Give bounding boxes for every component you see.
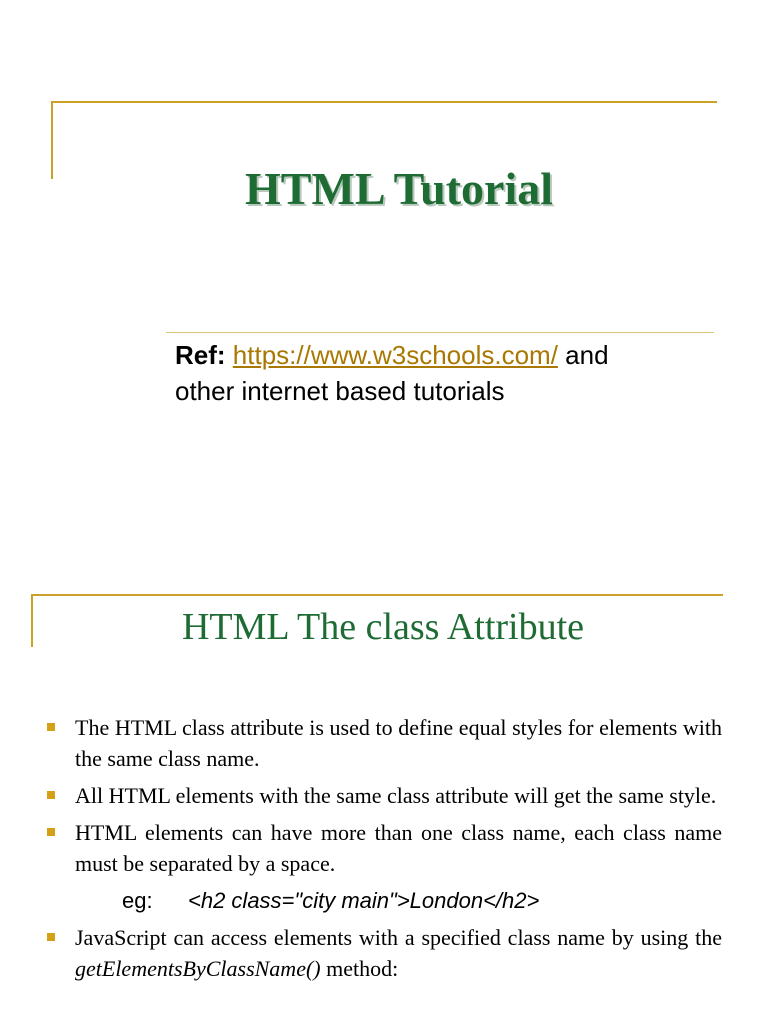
bullet-text: All HTML elements with the same class attribute will get the same style. [75, 783, 717, 808]
method-name: getElementsByClassName() [75, 956, 321, 981]
class-attribute-slide [0, 560, 768, 1024]
example-code: <h2 class="city main">London</h2> [188, 888, 540, 913]
bullet-item [75, 922, 722, 984]
divider [166, 332, 714, 333]
bullet-text-prefix: JavaScript can access elements with a specified class name by using the [75, 925, 722, 950]
slide-title: HTML The class Attribute [181, 606, 585, 648]
square-bullet-icon [47, 791, 55, 799]
ref-label: Ref: [175, 340, 226, 370]
frame-top-line [51, 101, 717, 103]
bullet-text: The HTML class attribute is used to define equal styles for elements with the same class name. [75, 715, 722, 771]
bullet-text-suffix: method: [320, 956, 399, 981]
square-bullet-icon [47, 723, 55, 731]
bullet-item [75, 712, 722, 774]
frame-top-line [31, 594, 723, 596]
square-bullet-icon [47, 828, 55, 836]
bullet-text: HTML elements can have more than one class name, each class name must be separated by a space. [75, 820, 722, 876]
reference-text [175, 337, 715, 409]
slide-title: HTML Tutorial [244, 163, 554, 214]
example-label: eg: [122, 888, 153, 913]
square-bullet-icon [47, 933, 55, 941]
bullet-list [0, 712, 768, 990]
ref-suffix: and [557, 340, 609, 370]
ref-line-2: other internet based tutorials [175, 376, 505, 406]
bullet-item [75, 817, 722, 879]
w3schools-link[interactable]: https://www.w3schools.com/ [232, 340, 558, 370]
bullet-item [75, 780, 722, 811]
code-example [122, 885, 722, 917]
